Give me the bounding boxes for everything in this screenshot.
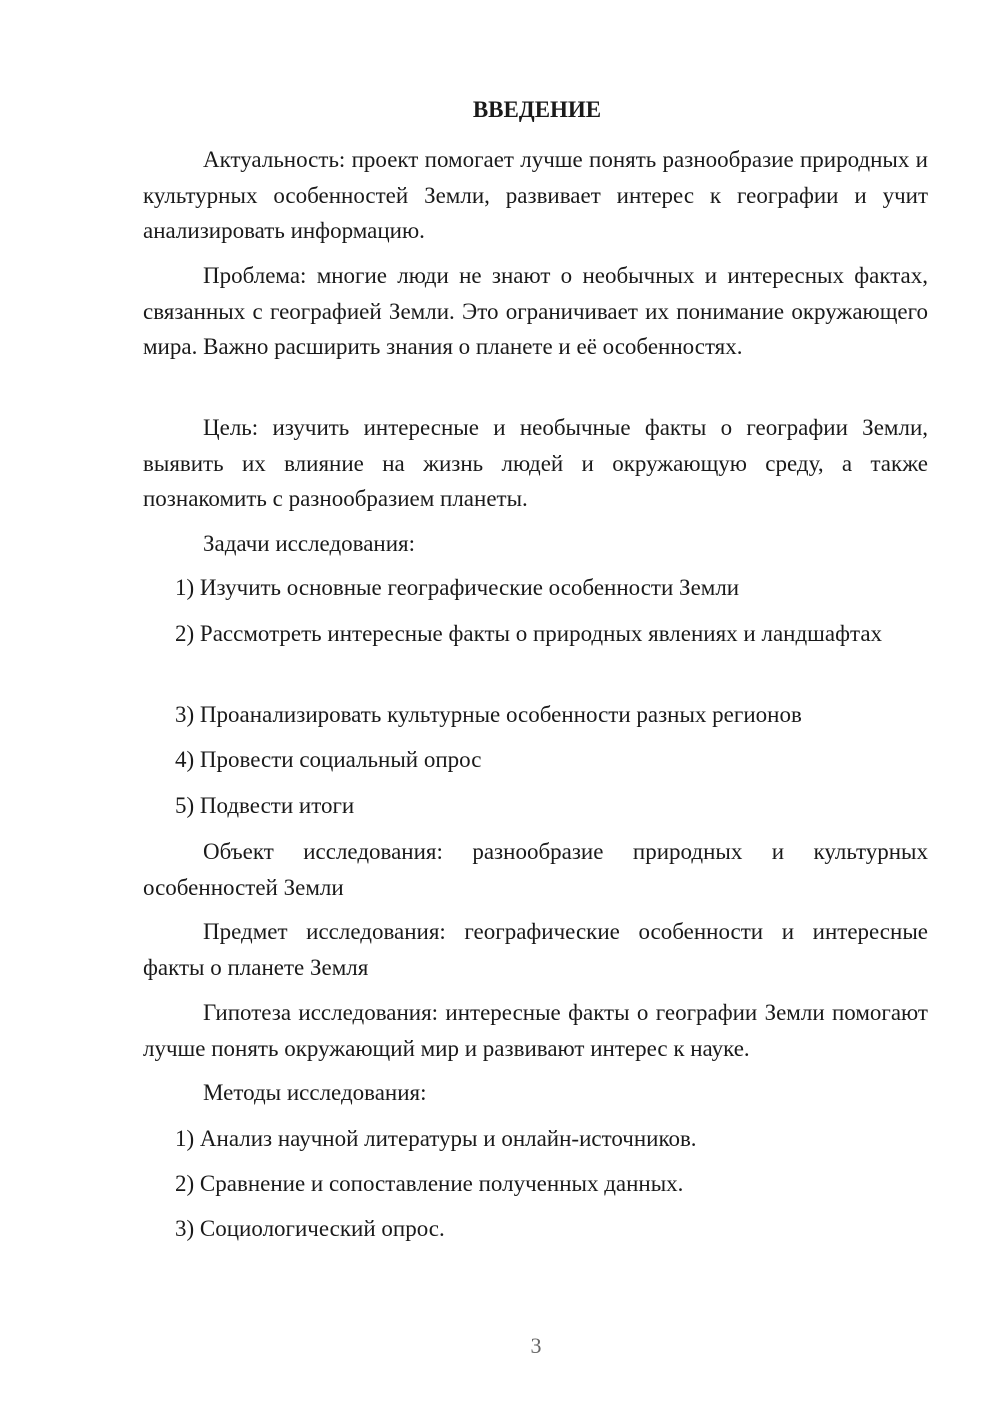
relevance-paragraph: Актуальность: проект помогает лучше понять разнообразие природных и культурных особенностей Земли, развивает интерес к географии и учит анализировать информацию. xyxy=(143,147,928,243)
hypothesis-paragraph: Гипотеза исследования: интересные факты о географии Земли помогают лучше понять окружающий мир и развивают интерес к науке. xyxy=(143,1000,928,1061)
tasks-heading: Задачи исследования: xyxy=(203,531,416,556)
method-item-2: 2) Сравнение и сопоставление полученных данных. xyxy=(175,1171,684,1196)
task-item-5: 5) Подвести итоги xyxy=(175,793,355,818)
task-item-2: 2) Рассмотреть интересные факты о природных явлениях и ландшафтах xyxy=(175,621,883,646)
problem-paragraph: Проблема: многие люди не знают о необычных и интересных фактах, связанных с географией Земли. Это ограничивает их понимание окружающего мира. Важно расширить знания о планете и её особенностях. xyxy=(143,263,928,359)
method-item-1: 1) Анализ научной литературы и онлайн-источников. xyxy=(175,1126,697,1151)
methods-heading: Методы исследования: xyxy=(203,1080,427,1105)
goal-paragraph: Цель: изучить интересные и необычные факты о географии Земли, выявить их влияние на жизнь людей и окружающую среду, а также познакомить с разнообразием планеты. xyxy=(143,415,928,511)
page-number: 3 xyxy=(530,1333,542,1358)
task-item-3: 3) Проанализировать культурные особенности разных регионов xyxy=(175,702,802,727)
section-title: ВВЕДЕНИЕ xyxy=(472,97,602,122)
method-item-3: 3) Социологический опрос. xyxy=(175,1216,445,1241)
subject-paragraph: Предмет исследования: географические особенности и интересные факты о планете Земля xyxy=(143,919,928,980)
task-item-1: 1) Изучить основные географические особенности Земли xyxy=(175,575,740,600)
task-item-4: 4) Провести социальный опрос xyxy=(175,747,482,772)
object-paragraph: Объект исследования: разнообразие природных и культурных особенностей Земли xyxy=(143,839,928,900)
